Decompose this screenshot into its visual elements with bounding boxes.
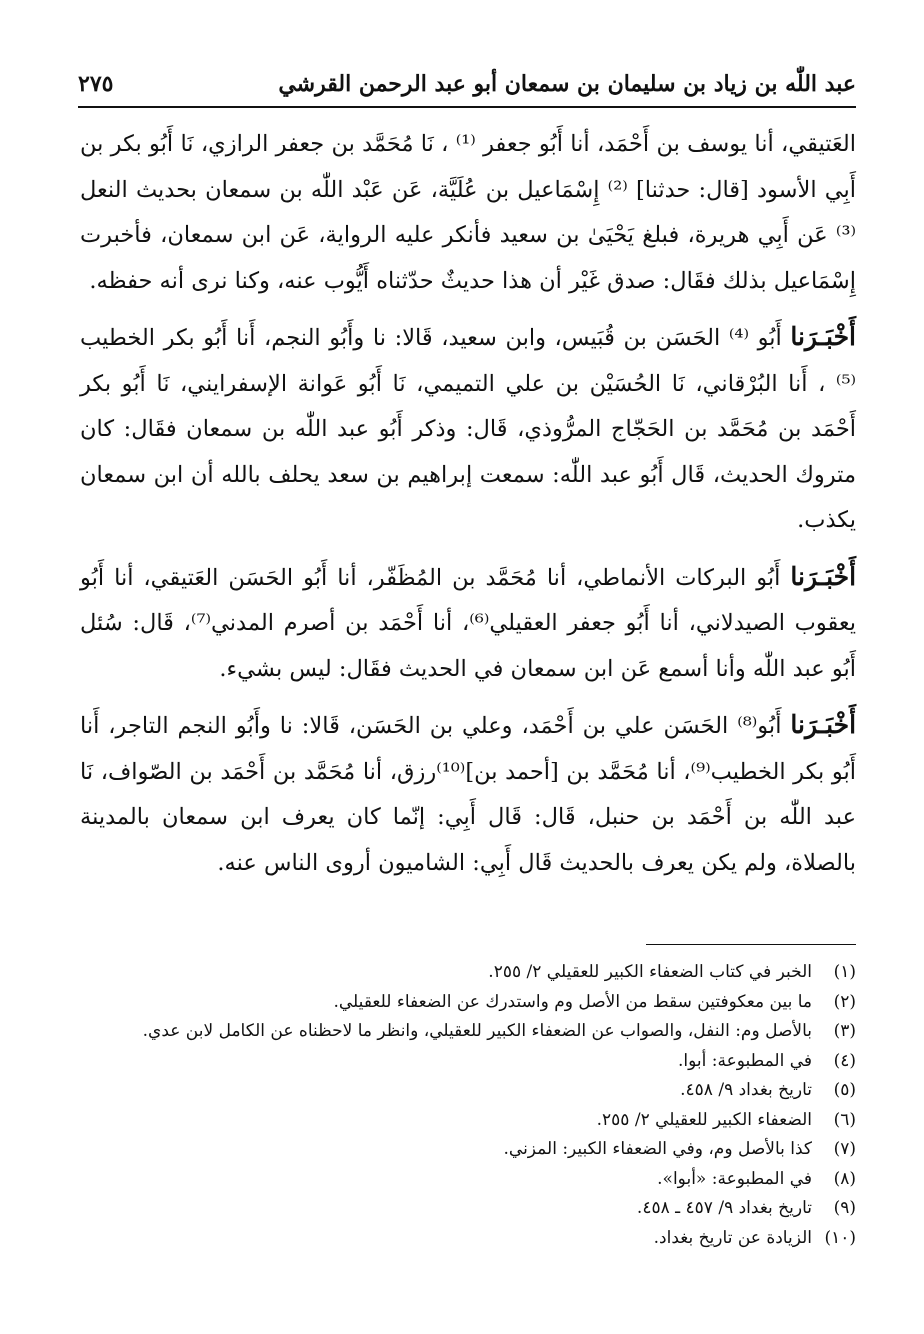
footnote-number: (٧) — [833, 1139, 856, 1159]
footnote-separator — [646, 944, 856, 945]
footnote-text: ما بين معكوفتين سقط من الأصل وم واستدرك عن الضعفاء للعقيلي. — [333, 991, 812, 1012]
paragraph-text: أَبُو⁽⁸⁾ الحَسَن علي بن أَحْمَد، وعلي بن الحَسَن، قَالا: نا وأَبُو النجم التاجر، أَنا أَبُو بكر الخطيب⁽⁹⁾، أنا مُحَمَّد بن [أحمد بن]⁽¹⁰⁾رزق، أنا مُحَمَّد بن أَحْمَد بن الصّواف، نَا عبد اللّٰه بن أَحْمَد بن حنبل، قَال: قَال أَبِي: إنّما كان يعرف ابن سمعان بالمدينة بالصلاة، ولم يكن يعرف بالحديث قَال أَبِي: الشاميون أروى الناس عنه. — [80, 713, 857, 876]
running-title: عبد اللّٰه بن زياد بن سليمان بن سمعان أبو عبد الرحمن القرشي — [278, 71, 856, 97]
footnotes — [80, 958, 856, 1253]
footnote-number: (١٠) — [824, 1227, 856, 1248]
footnote-2 — [80, 988, 856, 1018]
footnote-8 — [80, 1165, 856, 1195]
footnote-number: (٥) — [833, 1080, 856, 1100]
footnote-text: تاريخ بغداد ٩/ ٤٥٨. — [680, 1080, 812, 1100]
footnote-number: (٦) — [833, 1109, 856, 1130]
footnote-number: (٨) — [833, 1168, 856, 1189]
footnote-text: بالأصل وم: النفل، والصواب عن الضعفاء الكبير للعقيلي، وانظر ما لاحظناه عن الكامل لابن عدي. — [142, 1021, 812, 1041]
paragraph-text: العَتيقي، أنا يوسف بن أَحْمَد، أنا أَبُو جعفر ⁽¹⁾ ، نَا مُحَمَّد بن جعفر الرازي، نَا أَبُو بكر بن أَبِي الأسود [قال: حدثنا] ⁽²⁾ إِسْمَاعيل بن عُلَيَّة، عَن عَبْد اللّٰه بن سمعان بحديث النعل ⁽³⁾ عَن أَبِي هريرة، فبلغ يَحْيَىٰ بن سعيد فأنكر عليه الرواية، عَن ابن سمعان، فأخبرت إِسْمَاعيل بذلك فقَال: صدق غَيْر أن هذا حديثٌ حدّثناه أَيُّوب عنه، وكنا نرى أنه حفظه. — [80, 131, 857, 294]
footnote-number: (٣) — [833, 1021, 856, 1041]
footnote-text: الزيادة عن تاريخ بغداد. — [653, 1227, 812, 1248]
footnote-number: (١) — [833, 962, 856, 982]
paragraph-1 — [80, 122, 856, 304]
footnote-6 — [80, 1106, 856, 1136]
paragraph-text: أَبُو البركات الأنماطي، أنا مُحَمَّد بن المُظَفّر، أنا أَبُو الحَسَن العَتيقي، أنا أَبُو يعقوب الصيدلاني، أنا أَبُو جعفر العقيلي⁽⁶⁾، أنا أَحْمَد بن أصرم المدني⁽⁷⁾، قَال: سُئل أَبُو عبد اللّٰه وأنا أسمع عَن ابن سمعان في الحديث فقَال: ليس بشيء. — [80, 564, 856, 682]
footnote-text: في المطبوعة: «أبوا». — [657, 1168, 812, 1189]
running-header — [78, 62, 856, 108]
footnote-text: في المطبوعة: أبوا. — [677, 1050, 812, 1071]
footnote-number: (٢) — [833, 991, 856, 1012]
paragraph-3 — [80, 554, 856, 693]
footnote-number: (٤) — [833, 1050, 856, 1071]
footnote-7 — [80, 1135, 856, 1165]
main-text — [80, 122, 856, 896]
footnote-number: (٩) — [833, 1198, 856, 1218]
paragraph-text: أَبُو ⁽⁴⁾ الحَسَن بن قُبَيس، وابن سعيد، قَالا: نا وأَبُو النجم، أَنا أَبُو بكر الخطيب ⁽⁵⁾ ، أَنا البُرْقاني، نَا الحُسَيْن بن علي التميمي، نَا أَبُو عَوانة الإسفرايني، نَا أَبُو بكر أَحْمَد بن مُحَمَّد بن الحَجّاج المرُّوذي، قَال: وذكر أَبُو عبد اللّٰه بن سمعان فقَال: كان متروك الحديث، قَال أَبُو عبد اللّٰه: سمعت إبراهيم بن سعد يحلف بالله أن ابن سمعان يكذب. — [80, 325, 856, 533]
footnote-4 — [80, 1047, 856, 1077]
paragraph-4 — [80, 702, 856, 886]
footnote-text: كذا بالأصل وم، وفي الضعفاء الكبير: المزني. — [503, 1139, 812, 1159]
footnote-1 — [80, 958, 856, 988]
akhbarana-keyword: أَخْبَـرَنا — [790, 710, 857, 739]
footnote-10 — [80, 1224, 856, 1254]
akhbarana-keyword: أَخْبَـرَنا — [790, 561, 857, 591]
footnote-5 — [80, 1076, 856, 1106]
paragraph-2 — [80, 314, 856, 544]
footnote-text: الضعفاء الكبير للعقيلي ٢/ ٢٥٥. — [596, 1109, 812, 1130]
footnote-text: تاريخ بغداد ٩/ ٤٥٧ ـ ٤٥٨. — [636, 1198, 812, 1218]
akhbarana-keyword: أَخْبَـرَنا — [790, 322, 856, 351]
footnote-3 — [80, 1017, 856, 1047]
footnote-9 — [80, 1194, 856, 1224]
page-number: ٢٧٥ — [78, 71, 114, 97]
footnote-text: الخبر في كتاب الضعفاء الكبير للعقيلي ٢/ ٢٥٥. — [488, 962, 812, 982]
